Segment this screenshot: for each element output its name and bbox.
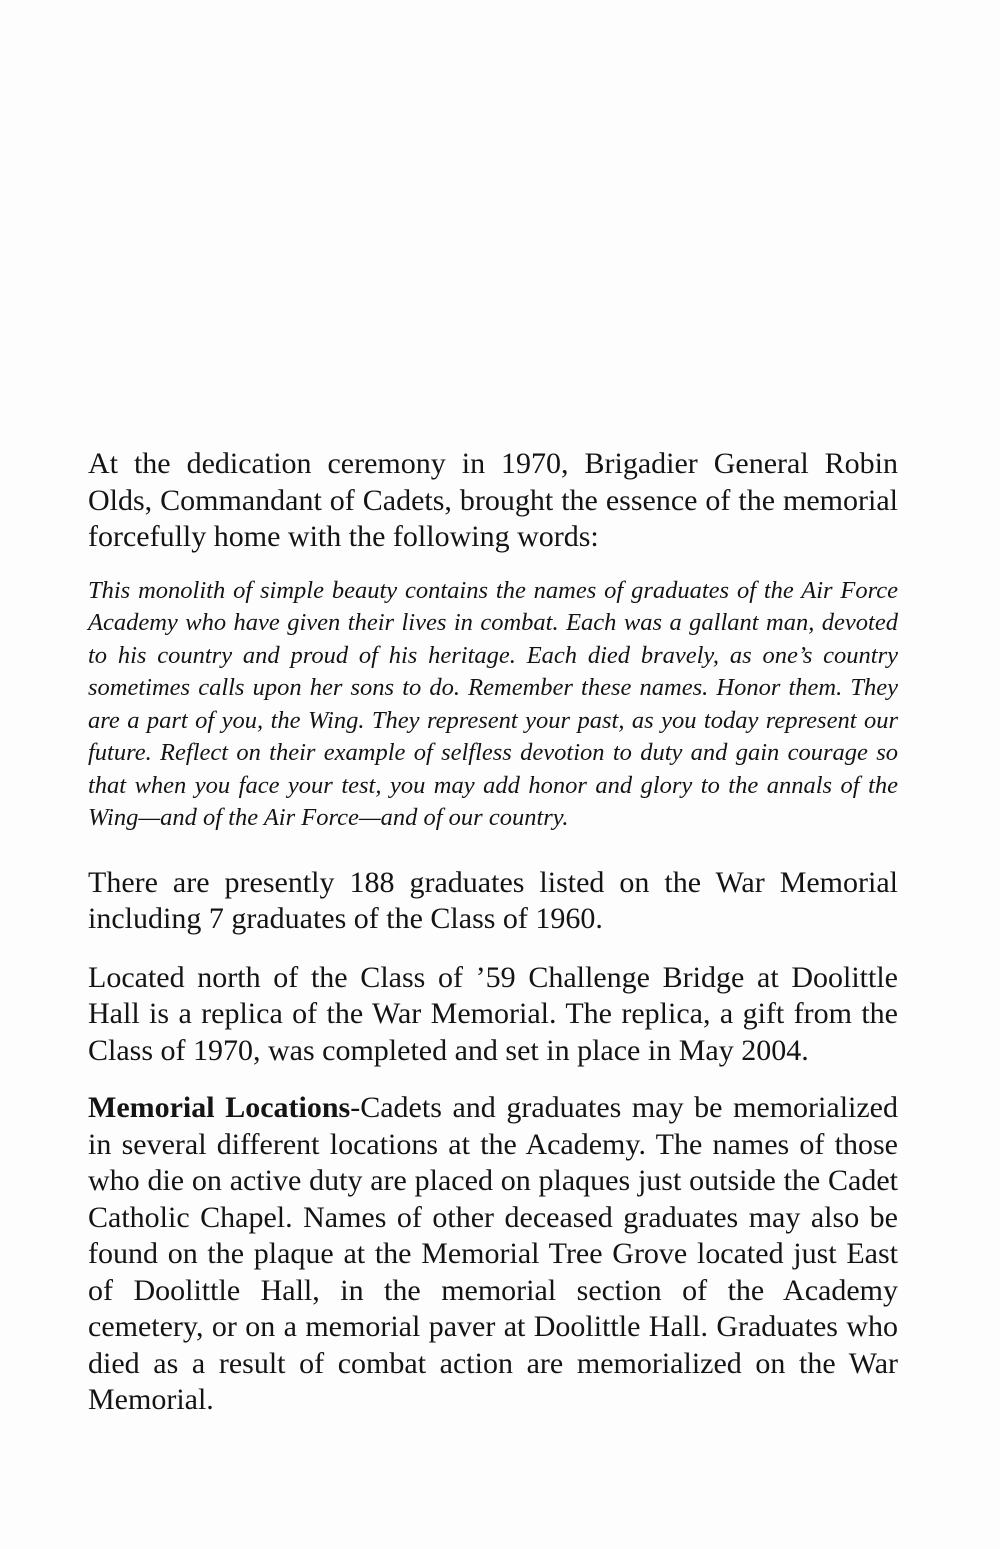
document-body [88,446,898,1419]
memorial-locations-paragraph [88,1090,898,1419]
dedication-paragraph: At the dedication ceremony in 1970, Brigadier General Robin Olds, Commandant of Cadets, brought the essence of the memorial forcefully home with the following words: [88,447,898,553]
heading-separator: - [350,1091,361,1124]
replica-paragraph: Located north of the Class of ’59 Challenge Bridge at Doolittle Hall is a replica of the War Memorial. The replica, a gift from the Class of 1970, was completed and set in place in May 2004. [88,960,898,1067]
olds-quote: This monolith of simple beauty contains the names of graduates of the Air Force Academy who have given their lives in combat. Each was a gallant man, devoted to his country and proud of his heritage. Each died bravely, as one’s country sometimes calls upon her sons to do. Remember these names. Honor them. They are a part of you, the Wing. They represent your past, as you today represent our future. Reflect on their example of selfless devotion to duty and gain courage so that when you face your test, you may add honor and glory to the annals of the Wing—and of the Air Force—and of our country. [88,576,898,831]
graduate-count-paragraph: There are presently 188 graduates listed on the War Memorial including 7 graduates of the Class of 1960. [88,865,898,935]
memorial-locations-heading: Memorial Locations [88,1091,351,1124]
memorial-locations-body: Cadets and graduates may be memorialized in several different locations at the Academy. The names of those who die on active duty are placed on plaques just outside the Cadet Catholic Chapel. Names of other deceased graduates may also be found on the plaque at the Memorial Tree Grove located just East of Doolittle Hall, in the memorial section of the Academy cemetery, or on a memorial paver at Doolittle Hall. Graduates who died as a result of combat action are memorialized on the War Memorial. [88,1091,898,1416]
